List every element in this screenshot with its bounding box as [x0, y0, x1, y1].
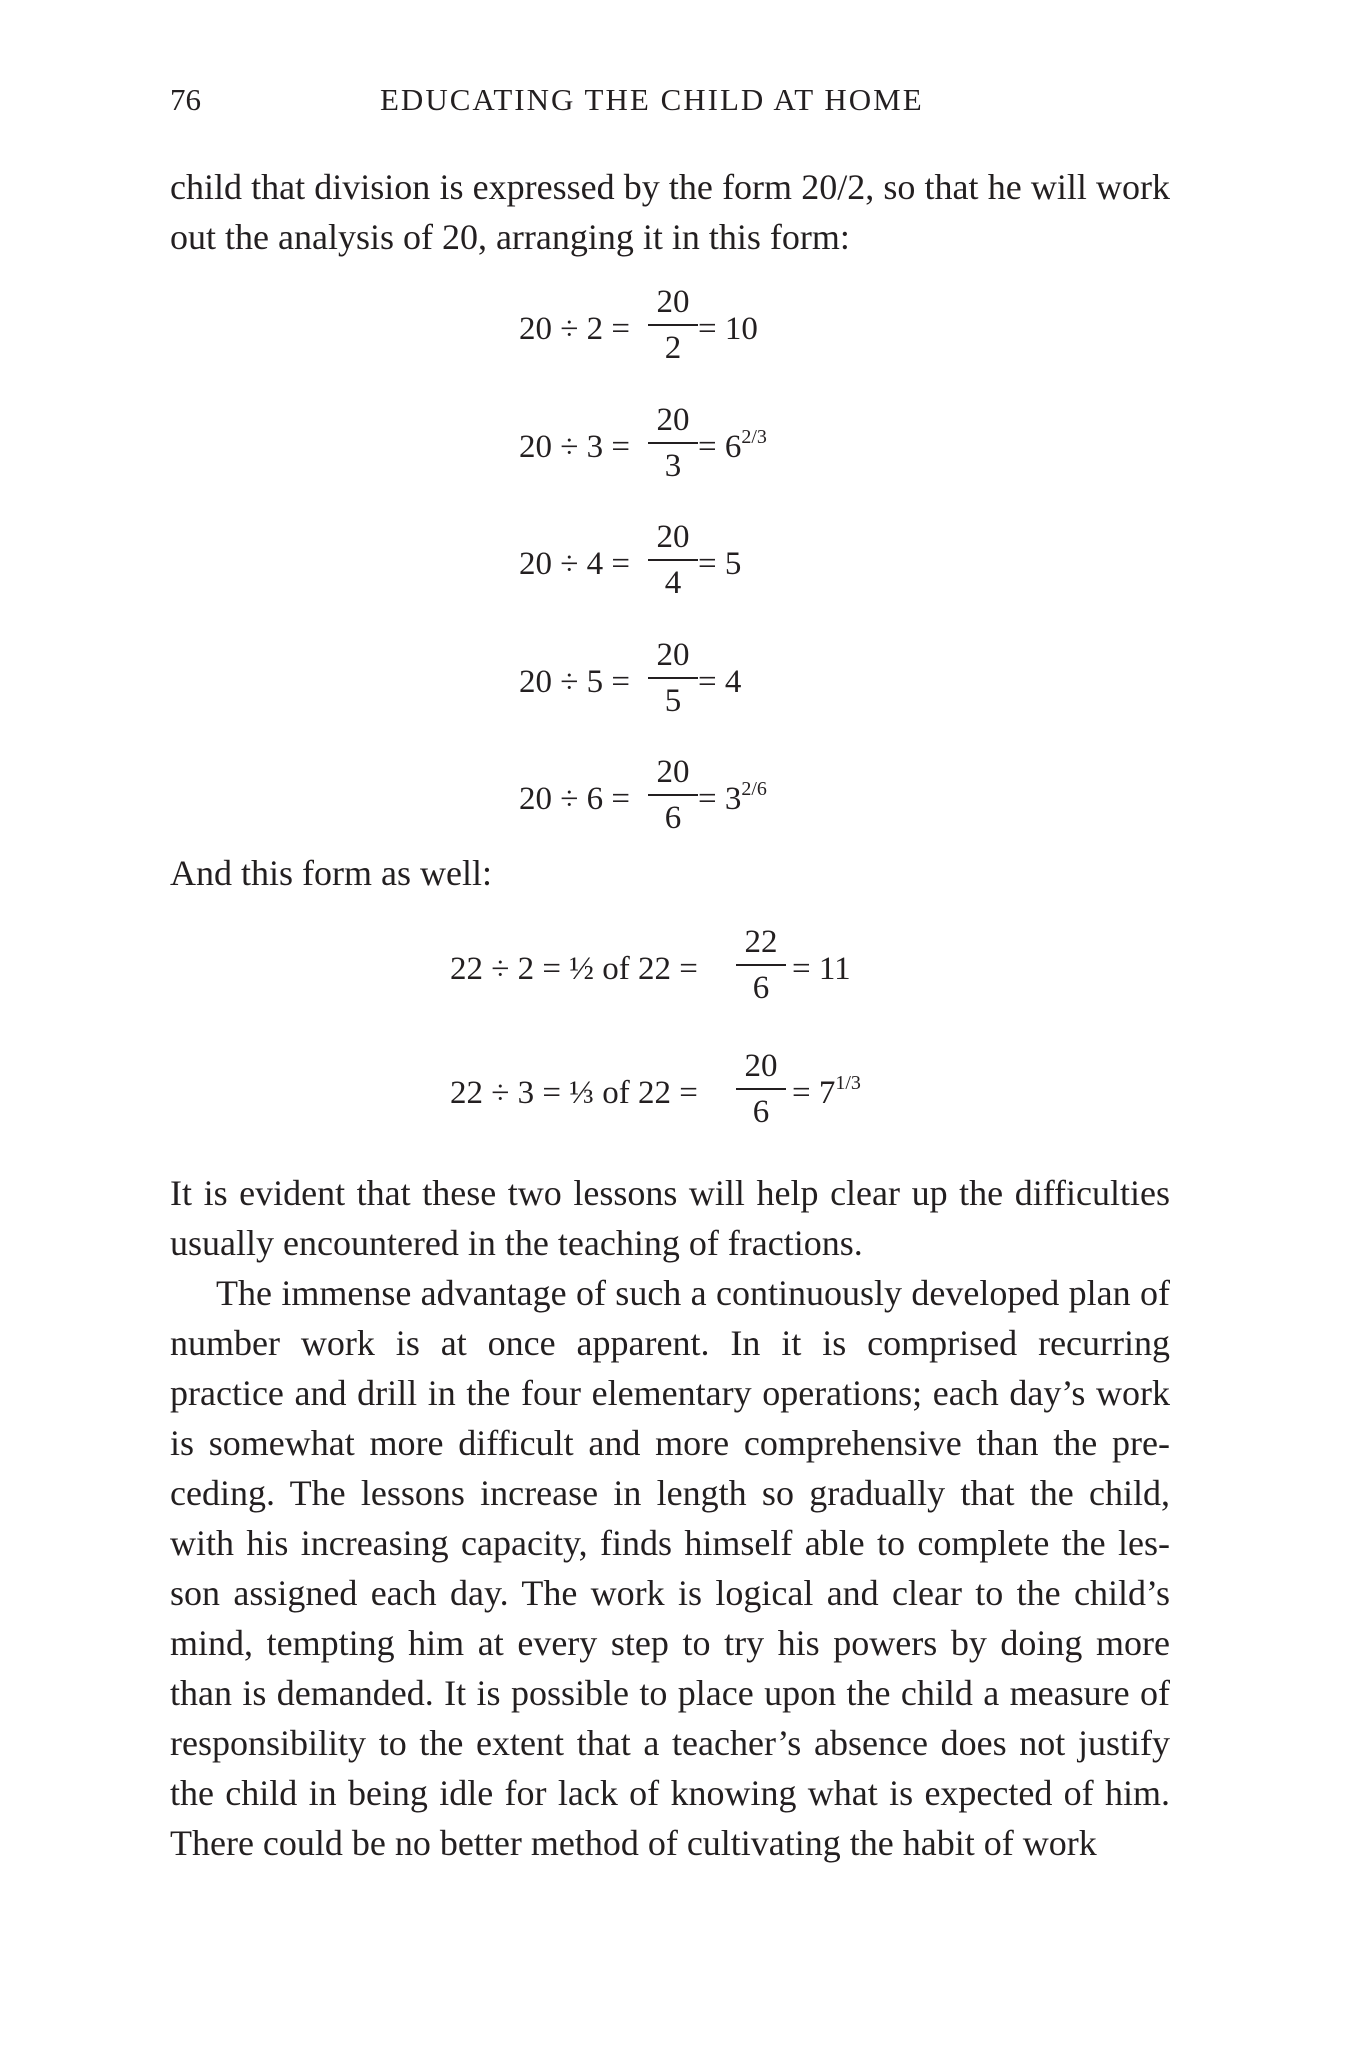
equation-rhs	[698, 779, 767, 819]
paragraph: It is evident that these two lessons will help clear up the difficulties usually encountered in the teaching of fractions.	[170, 1173, 1170, 1263]
equation-rhs	[698, 544, 741, 584]
equation-lhs: 20 ÷ 5 =	[519, 664, 630, 700]
equation-fraction	[648, 282, 698, 368]
equation-lhs: 20 ÷ 2 =	[519, 311, 630, 347]
running-title: EDUCATING THE CHILD AT HOME	[380, 82, 924, 117]
equation-result: = 4	[698, 664, 742, 700]
equation-result: = 11	[792, 951, 851, 987]
equation-rhs	[792, 949, 851, 989]
equation-lhs: 20 ÷ 6 =	[519, 781, 630, 817]
equation-fraction	[648, 400, 698, 486]
equation-result: = 7	[792, 1075, 836, 1111]
fraction-numerator: 22	[744, 924, 778, 960]
fraction-denominator: 6	[752, 1094, 770, 1130]
equation-result: = 3	[698, 781, 742, 817]
equation-result: = 5	[698, 546, 742, 582]
running-head	[170, 80, 1170, 120]
page-number: 76	[170, 82, 201, 117]
equation-lhs: 22 ÷ 2 = ½ of 22 =	[450, 951, 698, 987]
body-text	[170, 1168, 1170, 1868]
fraction-bar	[648, 794, 698, 796]
equation-rhs	[698, 309, 758, 349]
equation-lhs: 20 ÷ 4 =	[519, 546, 630, 582]
fraction-denominator: 3	[664, 448, 682, 484]
also-paragraph	[170, 848, 1170, 898]
equation-rhs	[792, 1073, 861, 1113]
equation-result: = 10	[698, 311, 758, 347]
equation-fraction	[648, 517, 698, 603]
equation-fraction	[736, 1046, 786, 1132]
fraction-bar	[648, 442, 698, 444]
equation-fraction	[648, 752, 698, 838]
fraction-numerator: 20	[744, 1048, 778, 1084]
also-text: And this form as well:	[170, 853, 492, 893]
fraction-bar	[648, 559, 698, 561]
equation-rhs	[698, 662, 741, 702]
equation-result: = 6	[698, 429, 742, 465]
fraction-numerator: 20	[656, 754, 690, 790]
fraction-denominator: 5	[664, 683, 682, 719]
equation-rhs	[698, 427, 767, 467]
fraction-denominator: 6	[752, 970, 770, 1006]
result-superscript: 2/6	[741, 778, 767, 800]
result-superscript: 2/3	[741, 426, 767, 448]
fraction-bar	[736, 1088, 786, 1090]
fraction-denominator: 6	[664, 800, 682, 836]
fraction-bar	[648, 324, 698, 326]
fraction-numerator: 20	[656, 637, 690, 673]
intro-paragraph	[170, 162, 1170, 262]
equation-fraction	[736, 922, 786, 1008]
intro-text: child that division is expressed by the form 20/2, so that he will work out the analysis of 20, arranging it in this form:	[170, 167, 1170, 257]
fraction-denominator: 2	[664, 330, 682, 366]
fraction-bar	[736, 964, 786, 966]
equation-lhs: 22 ÷ 3 = ⅓ of 22 =	[450, 1075, 698, 1111]
fraction-bar	[648, 677, 698, 679]
result-superscript: 1/3	[835, 1072, 861, 1094]
paragraph: The immense advantage of such a continuously developed plan of number work is at once apparent. In it is comprised recurring practice and drill in the four elementary operations; each day’s work is somewhat more difficult and more comprehensive than the pre-ceding. The lessons increase in length so gradually that the child, with his increasing capacity, finds himself able to complete the les-son assigned each day. The work is logical and clear to the child’s mind, tempting him at every step to try his powers by doing more than is demanded. It is possible to place upon the child a measure of responsibility to the extent that a teacher’s absence does not justify the child in being idle for lack of knowing what is expected of him. There could be no better method of cultivating the habit of work	[170, 1273, 1170, 1863]
fraction-numerator: 20	[656, 402, 690, 438]
fraction-numerator: 20	[656, 284, 690, 320]
equation-fraction	[648, 635, 698, 721]
equation-lhs: 20 ÷ 3 =	[519, 429, 630, 465]
fraction-numerator: 20	[656, 519, 690, 555]
fraction-denominator: 4	[664, 565, 682, 601]
